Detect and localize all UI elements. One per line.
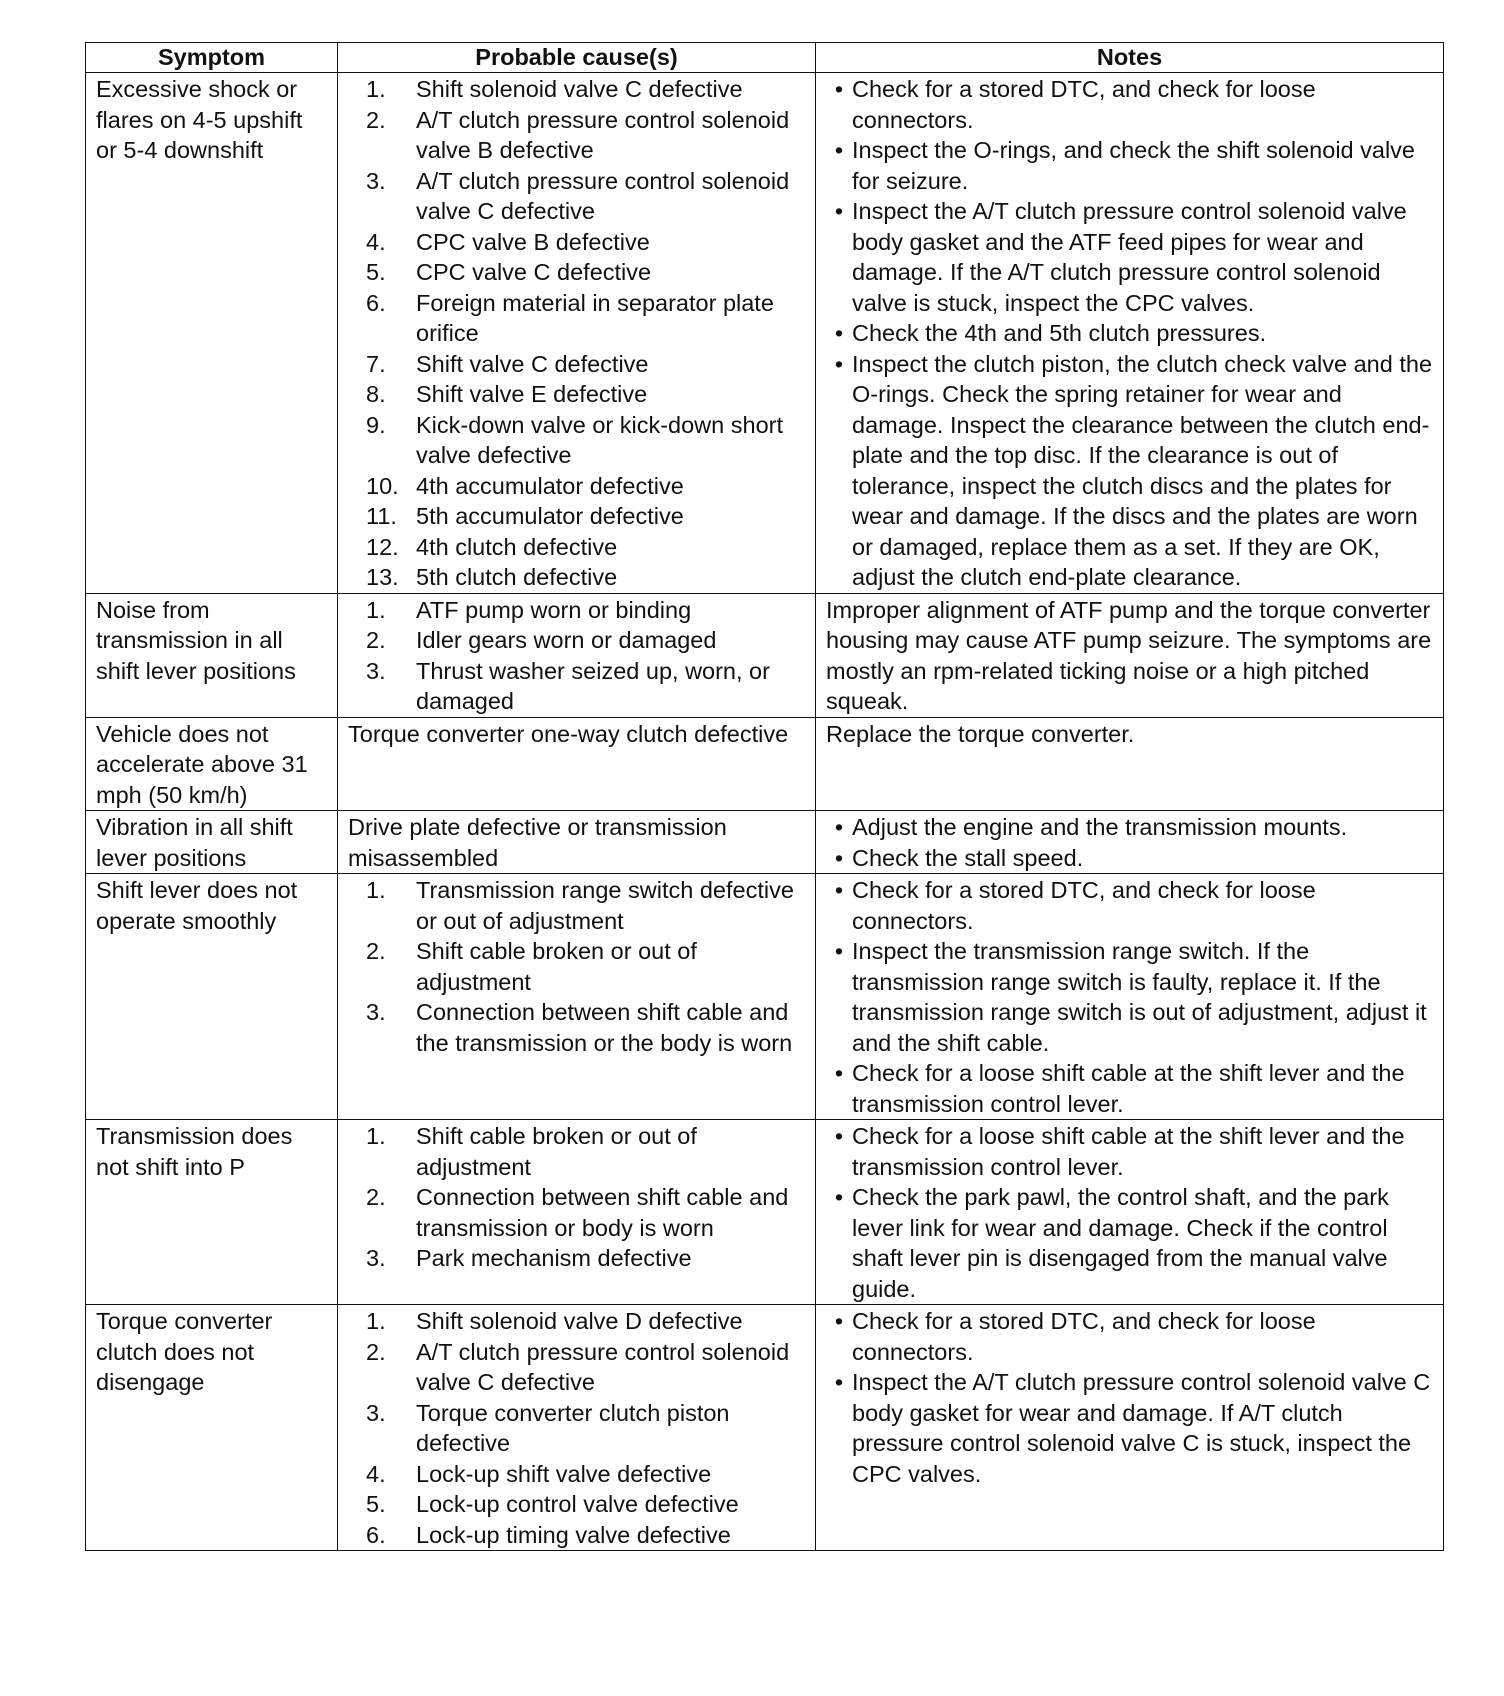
bullet-icon: • <box>834 76 844 102</box>
notes-list <box>826 74 1435 593</box>
bullet-icon: • <box>834 1060 844 1086</box>
cause-text: CPC valve B defective <box>416 228 650 255</box>
cause-text: Idler gears worn or damaged <box>416 627 717 653</box>
cause-text: A/T clutch pressure control solenoid valve B defective <box>416 106 790 163</box>
cause-text: 4th accumulator defective <box>416 472 684 499</box>
cause-text: 5th accumulator defective <box>416 503 684 529</box>
cause-item <box>348 625 807 656</box>
cause-number: 3. <box>366 999 386 1025</box>
symptom-cell: Shift lever does not operate smoothly <box>86 874 338 1120</box>
cause-item <box>348 471 807 502</box>
notes-cell: Replace the torque converter. <box>816 717 1444 811</box>
symptom-cell: Vehicle does not accelerate above 31 mph (50 km/h) <box>86 717 338 811</box>
bullet-icon: • <box>834 877 844 903</box>
bullet-icon: • <box>834 844 844 871</box>
table-row <box>86 874 1444 1120</box>
note-item <box>826 1121 1435 1182</box>
cause-text: A/T clutch pressure control solenoid valve C defective <box>416 1338 790 1395</box>
table-row <box>86 811 1444 874</box>
cause-item <box>348 656 807 717</box>
cause-item <box>348 997 807 1058</box>
cause-item <box>348 410 807 471</box>
cause-item <box>348 257 807 288</box>
note-item <box>826 135 1435 196</box>
cause-text: Thrust washer seized up, worn, or damaged <box>416 657 770 714</box>
cause-item <box>348 562 807 593</box>
probable-causes-cell <box>338 593 816 717</box>
cause-number: 2. <box>366 106 386 133</box>
cause-item <box>348 1121 807 1182</box>
cause-number: 3. <box>366 1245 386 1271</box>
note-text: Inspect the O-rings, and check the shift solenoid valve for seizure. <box>852 137 1416 194</box>
notes-cell <box>816 874 1444 1120</box>
header-symptom: Symptom <box>86 43 338 73</box>
note-text: Inspect the A/T clutch pressure control solenoid valve body gasket and the ATF feed pipes for wear and damage. If the A/T clutch pressure control solenoid valve is stuck, inspect the CPC valves. <box>852 198 1407 316</box>
note-item <box>826 196 1435 318</box>
cause-item <box>348 1337 807 1398</box>
notes-cell <box>816 1120 1444 1305</box>
cause-text: Shift solenoid valve C defective <box>416 76 743 102</box>
table-row <box>86 593 1444 717</box>
cause-number: 2. <box>366 938 386 964</box>
bullet-icon: • <box>834 137 844 163</box>
cause-text: Shift valve E defective <box>416 381 648 407</box>
cause-item <box>348 875 807 936</box>
bullet-icon: • <box>834 1308 844 1334</box>
cause-number: 5. <box>366 259 386 285</box>
cause-number: 3. <box>366 1399 386 1426</box>
symptom-cell: Noise from transmission in all shift lever positions <box>86 593 338 717</box>
cause-item <box>348 105 807 166</box>
note-text: Check the 4th and 5th clutch pressures. <box>852 320 1267 346</box>
cause-number: 7. <box>366 350 386 377</box>
cause-number: 11. <box>366 503 397 529</box>
cause-item <box>348 288 807 349</box>
note-item <box>826 812 1435 843</box>
cause-text: Park mechanism defective <box>416 1245 692 1271</box>
cause-number: 12. <box>366 533 399 560</box>
cause-text: Transmission range switch defective or out of adjustment <box>416 877 794 934</box>
cause-number: 4. <box>366 228 386 255</box>
cause-number: 1. <box>366 596 386 623</box>
cause-number: 10. <box>366 472 399 499</box>
probable-causes-cell <box>338 73 816 594</box>
cause-text: Connection between shift cable and transmission or body is worn <box>416 1184 789 1241</box>
cause-text: 4th clutch defective <box>416 533 618 560</box>
note-item <box>826 318 1435 349</box>
cause-text: CPC valve C defective <box>416 259 652 285</box>
bullet-icon: • <box>834 814 844 840</box>
cause-text: 5th clutch defective <box>416 564 618 590</box>
cause-number: 13. <box>366 564 399 590</box>
cause-number: 2. <box>366 627 386 653</box>
cause-item <box>348 74 807 105</box>
notes-cell: Improper alignment of ATF pump and the torque converter housing may cause ATF pump seizure. The symptoms are mostly an rpm-related ticking noise or a high pitched squeak. <box>816 593 1444 717</box>
symptom-cell: Vibration in all shift lever positions <box>86 811 338 874</box>
cause-number: 1. <box>366 877 386 903</box>
cause-text: ATF pump worn or binding <box>416 596 692 623</box>
cause-item <box>348 1306 807 1337</box>
cause-number: 8. <box>366 381 386 407</box>
table-row <box>86 717 1444 811</box>
note-text: Check for a loose shift cable at the shift lever and the transmission control lever. <box>852 1123 1405 1180</box>
cause-text: Foreign material in separator plate orifice <box>416 289 774 346</box>
cause-text: Shift valve C defective <box>416 350 649 377</box>
bullet-icon: • <box>834 198 844 224</box>
table-body <box>86 73 1444 1551</box>
symptom-cell: Transmission does not shift into P <box>86 1120 338 1305</box>
probable-causes-cell <box>338 1120 816 1305</box>
note-item <box>826 74 1435 135</box>
cause-text: Torque converter clutch piston defective <box>416 1399 730 1456</box>
troubleshooting-sheet <box>85 42 1443 1551</box>
note-item <box>826 1058 1435 1119</box>
cause-item <box>348 227 807 258</box>
troubleshooting-table <box>85 42 1444 1551</box>
note-item <box>826 875 1435 936</box>
cause-text: Lock-up timing valve defective <box>416 1521 731 1548</box>
cause-number: 4. <box>366 1460 386 1487</box>
notes-cell <box>816 73 1444 594</box>
probable-causes-cell: Torque converter one-way clutch defective <box>338 717 816 811</box>
bullet-icon: • <box>834 350 844 377</box>
cause-number: 2. <box>366 1184 386 1210</box>
probable-causes-cell: Drive plate defective or transmission misassembled <box>338 811 816 874</box>
cause-item <box>348 532 807 563</box>
notes-list <box>826 1306 1435 1489</box>
cause-number: 9. <box>366 411 386 438</box>
cause-item <box>348 1182 807 1243</box>
cause-item <box>348 936 807 997</box>
note-text: Inspect the A/T clutch pressure control solenoid valve C body gasket for wear and damage. If A/T clutch pressure control solenoid valve C is stuck, inspect the CPC valves. <box>852 1369 1431 1487</box>
causes-list <box>348 1306 807 1550</box>
note-text: Inspect the transmission range switch. If the transmission range switch is faulty, replace it. If the transmission range switch is out of adjustment, adjust it and the shift cable. <box>852 938 1427 1056</box>
cause-item <box>348 1489 807 1520</box>
note-item <box>826 349 1435 593</box>
cause-item <box>348 595 807 626</box>
probable-causes-cell <box>338 1305 816 1551</box>
cause-item <box>348 1398 807 1459</box>
cause-item <box>348 1243 807 1274</box>
bullet-icon: • <box>834 1369 844 1395</box>
causes-list <box>348 595 807 717</box>
notes-list <box>826 875 1435 1119</box>
note-text: Check for a loose shift cable at the shift lever and the transmission control lever. <box>852 1060 1405 1117</box>
note-item <box>826 1306 1435 1367</box>
causes-list <box>348 74 807 593</box>
cause-number: 3. <box>366 167 386 194</box>
note-item <box>826 936 1435 1058</box>
symptom-cell: Excessive shock or flares on 4-5 upshift or 5-4 downshift <box>86 73 338 594</box>
cause-number: 1. <box>366 76 386 102</box>
notes-cell <box>816 1305 1444 1551</box>
note-text: Check for a stored DTC, and check for loose connectors. <box>852 1308 1316 1365</box>
cause-item <box>348 1459 807 1490</box>
notes-cell <box>816 811 1444 874</box>
table-row <box>86 1120 1444 1305</box>
note-text: Inspect the clutch piston, the clutch check valve and the O-rings. Check the spring retainer for wear and damage. Inspect the clearance between the clutch end-plate and the top disc. If the clearance is out of tolerance, inspect the clutch discs and the plates for wear and damage. If the discs and the plates are worn or damaged, replace them as a set. If they are OK, adjust the clutch end-plate clearance. <box>852 350 1433 590</box>
cause-text: Shift cable broken or out of adjustment <box>416 1123 697 1180</box>
probable-causes-cell <box>338 874 816 1120</box>
cause-text: Lock-up shift valve defective <box>416 1460 712 1487</box>
cause-number: 3. <box>366 657 386 684</box>
cause-number: 6. <box>366 1521 386 1548</box>
note-item <box>826 1182 1435 1304</box>
cause-number: 6. <box>366 289 386 316</box>
cause-item <box>348 379 807 410</box>
cause-number: 1. <box>366 1123 386 1149</box>
cause-text: Connection between shift cable and the transmission or the body is worn <box>416 999 793 1056</box>
bullet-icon: • <box>834 1184 844 1210</box>
cause-number: 2. <box>366 1338 386 1365</box>
table-row <box>86 1305 1444 1551</box>
cause-number: 1. <box>366 1308 386 1334</box>
cause-text: Shift solenoid valve D defective <box>416 1308 743 1334</box>
cause-item <box>348 1520 807 1551</box>
causes-list <box>348 875 807 1058</box>
cause-text: Lock-up control valve defective <box>416 1491 739 1517</box>
cause-item <box>348 501 807 532</box>
notes-list <box>826 812 1435 873</box>
note-text: Check the stall speed. <box>852 844 1084 871</box>
note-item <box>826 843 1435 874</box>
cause-text: A/T clutch pressure control solenoid valve C defective <box>416 167 790 224</box>
symptom-cell: Torque converter clutch does not disengage <box>86 1305 338 1551</box>
cause-number: 5. <box>366 1491 386 1517</box>
note-text: Check for a stored DTC, and check for loose connectors. <box>852 877 1316 934</box>
header-row <box>86 43 1444 73</box>
table-row <box>86 73 1444 594</box>
note-text: Check for a stored DTC, and check for loose connectors. <box>852 76 1316 133</box>
bullet-icon: • <box>834 320 844 346</box>
cause-text: Kick-down valve or kick-down short valve defective <box>416 411 783 468</box>
notes-list <box>826 1121 1435 1304</box>
note-text: Check the park pawl, the control shaft, and the park lever link for wear and damage. Check if the control shaft lever pin is disengaged from the manual valve guide. <box>852 1184 1389 1302</box>
note-text: Adjust the engine and the transmission mounts. <box>852 814 1348 840</box>
header-probable-causes: Probable cause(s) <box>338 43 816 73</box>
cause-item <box>348 349 807 380</box>
bullet-icon: • <box>834 938 844 964</box>
note-item <box>826 1367 1435 1489</box>
bullet-icon: • <box>834 1123 844 1149</box>
causes-list <box>348 1121 807 1274</box>
cause-item <box>348 166 807 227</box>
cause-text: Shift cable broken or out of adjustment <box>416 938 697 995</box>
header-notes: Notes <box>816 43 1444 73</box>
